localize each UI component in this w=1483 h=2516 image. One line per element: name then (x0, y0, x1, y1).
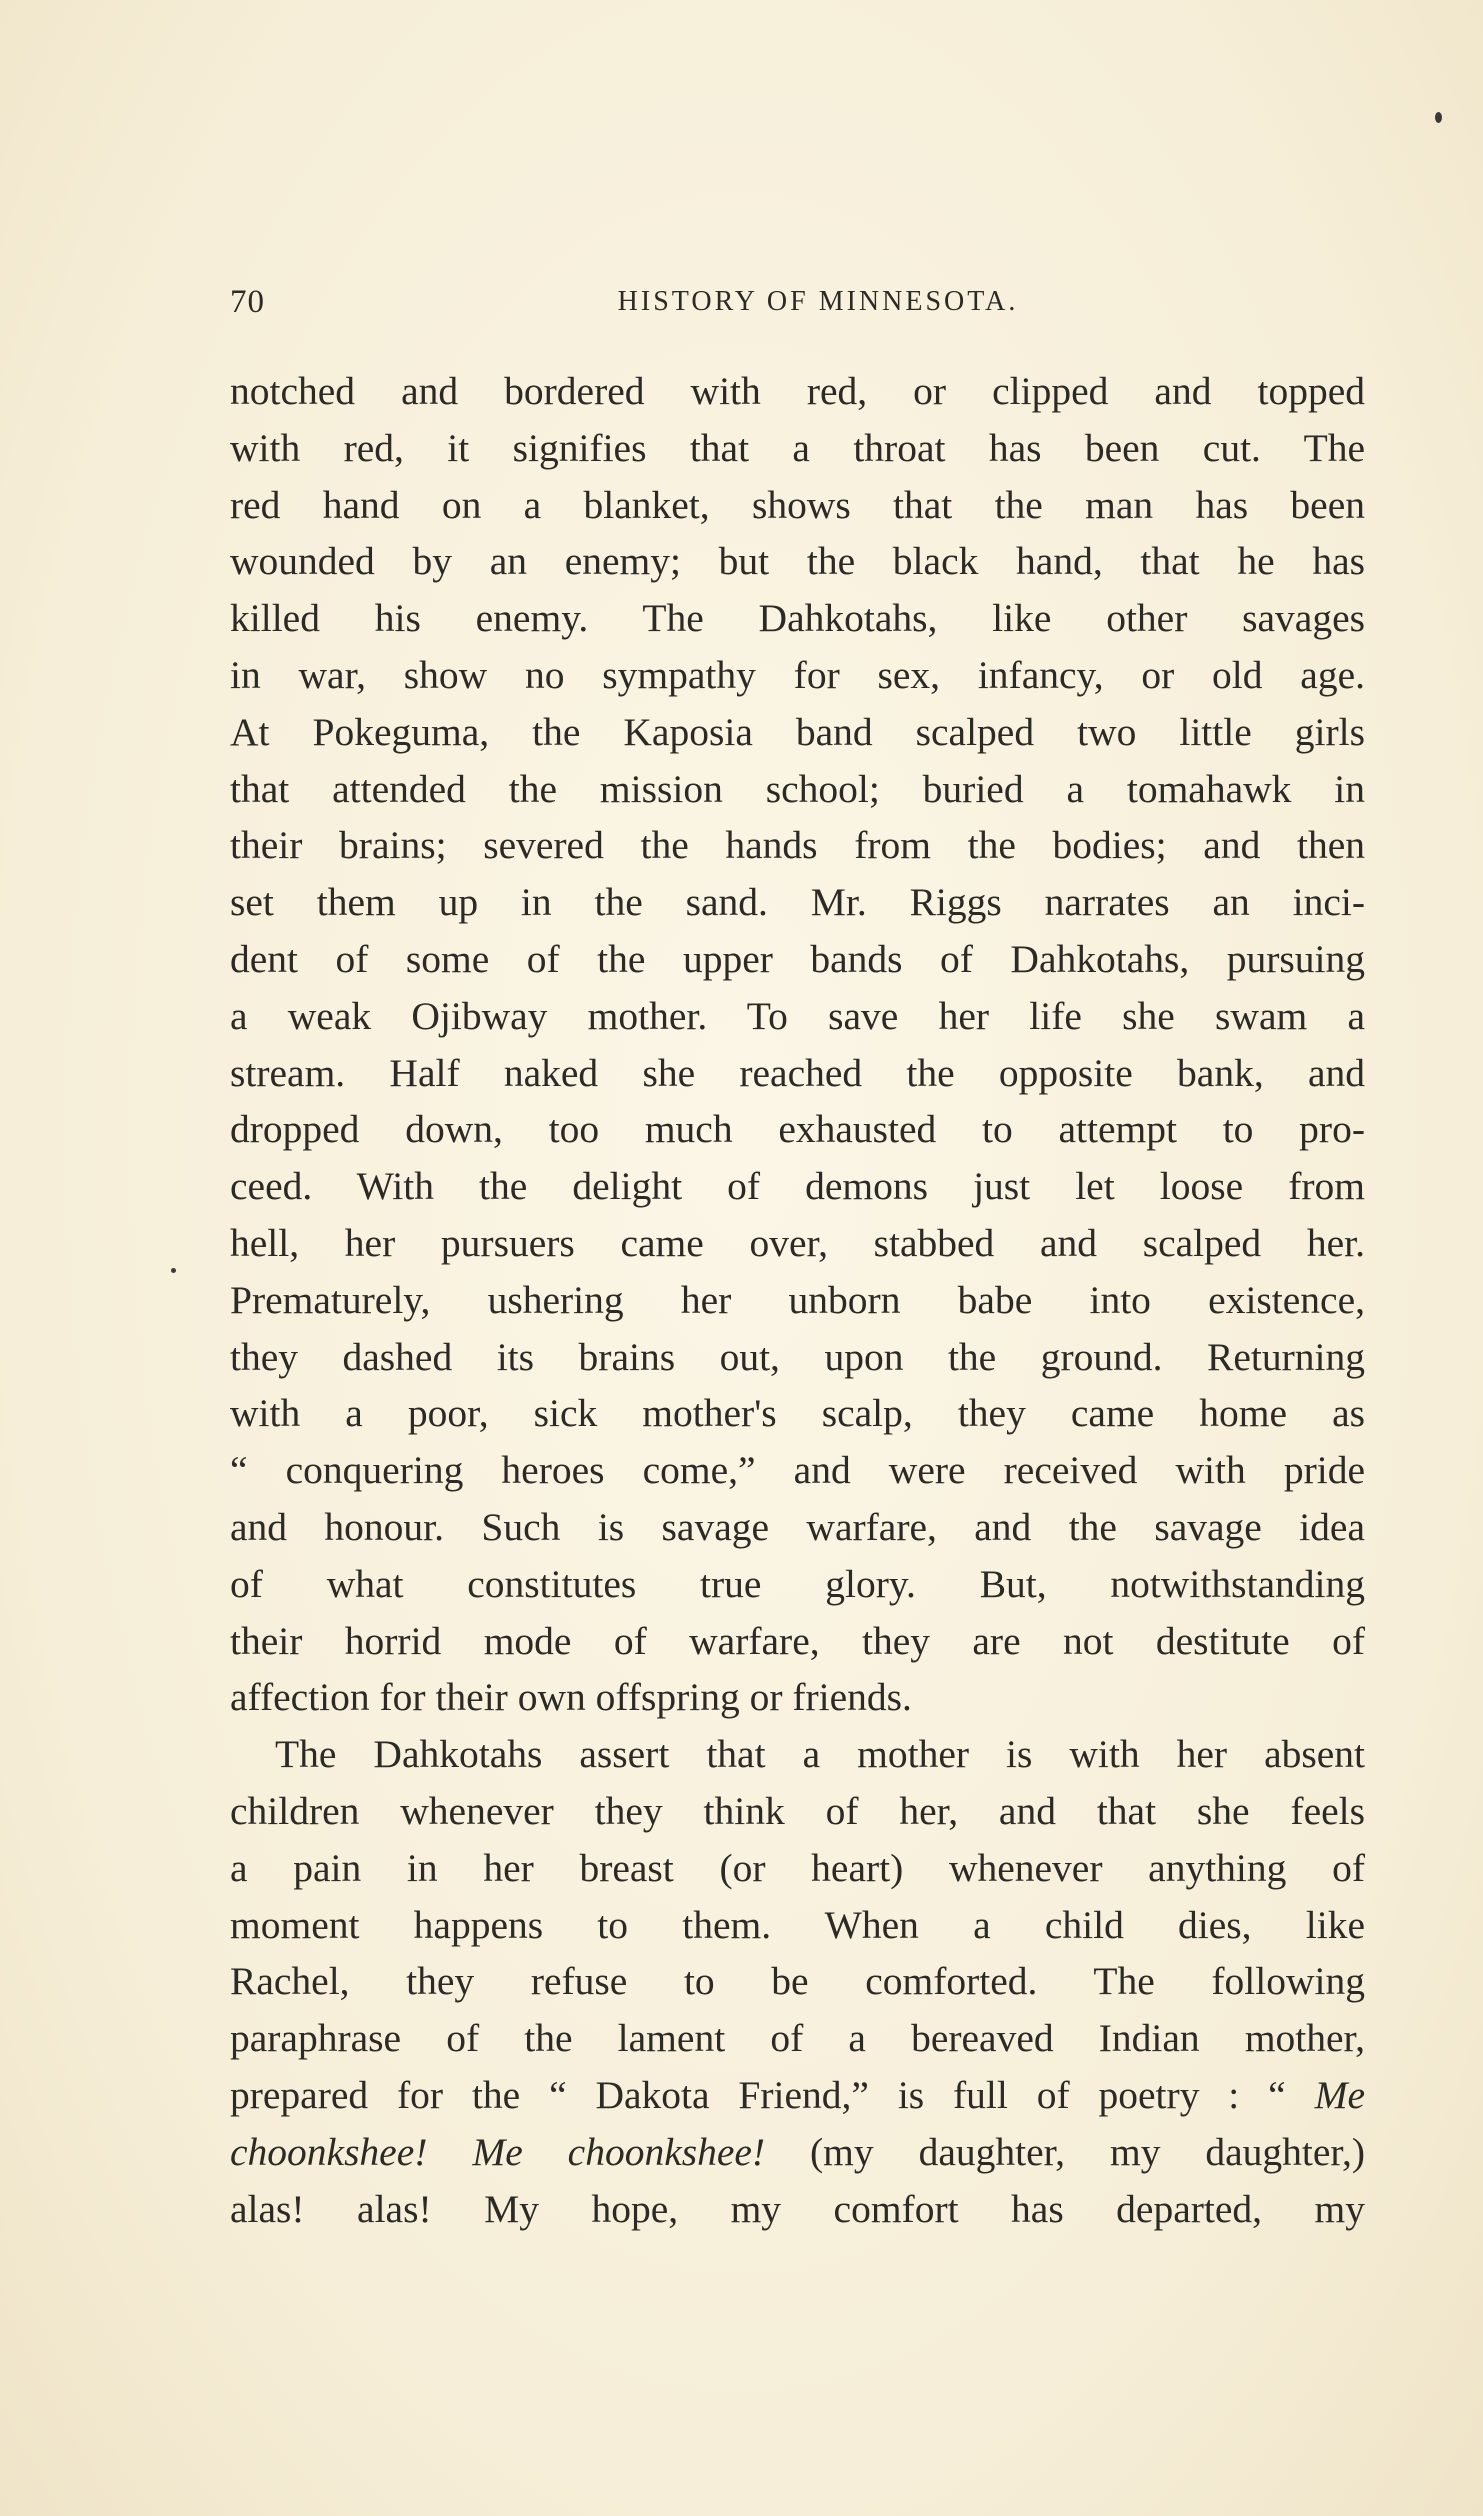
italic-text: Me (1314, 2072, 1365, 2117)
text-line: ceed. With the delight of demons just let loose from (230, 1164, 1365, 1209)
text-line: with red, it signifies that a throat has been cut. The (230, 425, 1365, 470)
ink-speck (171, 1268, 176, 1273)
text-line: alas! alas! My hope, my comfort has departed, my (230, 2186, 1365, 2231)
text-line: that attended the mission school; buried a tomahawk in (230, 766, 1365, 811)
text-line: a weak Ojibway mother. To save her life she swam a (230, 993, 1365, 1038)
text-line: a pain in her breast (or heart) whenever anything of (230, 1845, 1365, 1890)
text-line: their brains; severed the hands from the bodies; and then (230, 823, 1365, 868)
text-line: “ conquering heroes come,” and were received with pride (230, 1448, 1365, 1493)
paragraph-last-line: affection for their own offspring or friends. (230, 1675, 912, 1720)
text-line: they dashed its brains out, upon the ground. Returning (230, 1334, 1365, 1379)
text-line: of what constitutes true glory. But, notwithstanding (230, 1561, 1365, 1606)
text-line: set them up in the sand. Mr. Riggs narrates an inci- (230, 880, 1365, 925)
text-segment: prepared for the “ Dakota Friend,” is full of poetry : “ (230, 2072, 1286, 2117)
text-line: and honour. Such is savage warfare, and the savage idea (230, 1504, 1365, 1549)
text-line: Rachel, they refuse to be comforted. The following (230, 1959, 1365, 2004)
text-line: killed his enemy. The Dahkotahs, like other savages (230, 596, 1365, 641)
text-line: wounded by an enemy; but the black hand, that he has (230, 539, 1365, 584)
text-segment: (my daughter, my daughter,) (810, 2129, 1365, 2174)
page-number: 70 (230, 284, 265, 320)
text-line: moment happens to them. When a child dies, like (230, 1902, 1365, 1947)
text-line: children whenever they think of her, and that she feels (230, 1788, 1365, 1833)
text-line: red hand on a blanket, shows that the man has been (230, 482, 1365, 527)
text-line: in war, show no sympathy for sex, infancy, or old age. (230, 652, 1365, 697)
ink-speck (1435, 112, 1442, 123)
text-line-with-italic (230, 2067, 1365, 2124)
text-line: stream. Half naked she reached the opposite bank, and (230, 1050, 1365, 1095)
text-line-with-italic (230, 2124, 1365, 2181)
text-line: hell, her pursuers came over, stabbed and scalped her. (230, 1220, 1365, 1265)
body-text (230, 363, 1365, 2237)
running-head: HISTORY OF MINNESOTA. (617, 286, 1019, 317)
paragraph-first-line: The Dahkotahs assert that a mother is with her absent (275, 1732, 1365, 1777)
text-line: dropped down, too much exhausted to attempt to pro- (230, 1107, 1365, 1152)
text-line: Prematurely, ushering her unborn babe into existence, (230, 1277, 1365, 1322)
italic-text: choonkshee! Me choonkshee! (230, 2129, 766, 2174)
text-line: paraphrase of the lament of a bereaved Indian mother, (230, 2016, 1365, 2061)
text-line: with a poor, sick mother's scalp, they came home as (230, 1391, 1365, 1436)
page-header (230, 284, 1366, 324)
text-line: dent of some of the upper bands of Dahkotahs, pursuing (230, 936, 1365, 981)
text-line: their horrid mode of warfare, they are not destitute of (230, 1618, 1365, 1663)
text-line: notched and bordered with red, or clipped and topped (230, 369, 1365, 413)
text-line: At Pokeguma, the Kaposia band scalped two little girls (230, 709, 1365, 754)
